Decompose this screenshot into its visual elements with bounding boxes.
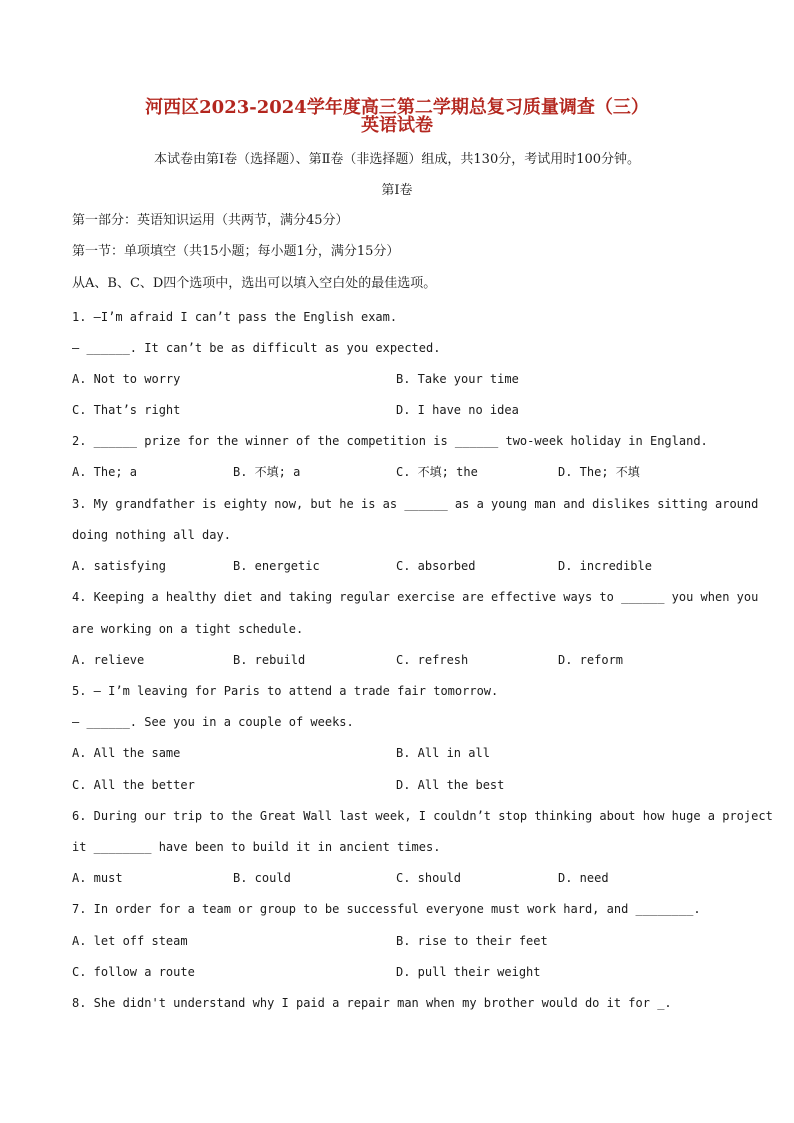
question-7-option-c: C. follow a route	[72, 965, 195, 979]
question-2-option-a: A. The; a	[72, 465, 138, 479]
question-1-stem: 1. —I’m afraid I can’t pass the English exam.	[72, 310, 398, 324]
question-2-option-d: D. The; 不填	[558, 465, 640, 479]
question-4-option-b: B. rebuild	[233, 653, 306, 667]
question-5-stem-2: — ______. See you in a couple of weeks.	[72, 715, 354, 729]
question-7-options-row-2	[72, 963, 732, 981]
question-1-stem-2: — ______. It can’t be as difficult as you expected.	[72, 341, 441, 355]
question-3-option-a: A. satisfying	[72, 559, 166, 573]
question-5-option-c: C. All the better	[72, 778, 195, 792]
question-7-options-row-1	[72, 932, 732, 950]
question-2-options	[72, 463, 732, 481]
question-8-stem: 8. She didn't understand why I paid a repair man when my brother would do it for _.	[72, 996, 672, 1010]
question-1-option-d: D. I have no idea	[396, 403, 519, 417]
question-3-option-c: C. absorbed	[396, 559, 476, 573]
question-3-options	[72, 557, 732, 575]
exam-subtitle: 英语试卷	[361, 115, 433, 136]
question-7-stem: 7. In order for a team or group to be successful everyone must work hard, and ________.	[72, 902, 701, 916]
question-5-options-row-2	[72, 776, 732, 794]
exam-title: 河西区2023-2024学年度高三第二学期总复习质量调查（三）	[145, 97, 649, 118]
question-6-option-d: D. need	[558, 871, 609, 885]
question-6-option-a: A. must	[72, 871, 123, 885]
question-6-stem-2: it ________ have been to build it in ancient times.	[72, 840, 441, 854]
question-4-option-d: D. reform	[558, 653, 624, 667]
question-5-option-a: A. All the same	[72, 746, 181, 760]
question-4-stem-2: are working on a tight schedule.	[72, 622, 304, 636]
exam-intro: 本试卷由第Ⅰ卷（选择题）、第Ⅱ卷（非选择题）组成，共130分，考试用时100分钟。	[153, 152, 641, 167]
question-7-option-a: A. let off steam	[72, 934, 188, 948]
question-6-option-b: B. could	[233, 871, 291, 885]
section1-heading: 第一节：单项填空（共15小题；每小题1分，满分15分）	[72, 244, 400, 259]
question-4-options	[72, 651, 732, 669]
question-3-option-b: B. energetic	[233, 559, 320, 573]
question-4-option-a: A. relieve	[72, 653, 145, 667]
question-6-option-c: C. should	[396, 871, 462, 885]
volume-heading: 第Ⅰ卷	[381, 183, 413, 198]
question-1-option-c: C. That’s right	[72, 403, 181, 417]
question-1-option-a: A. Not to worry	[72, 372, 181, 386]
question-1-options-row-2	[72, 401, 732, 419]
question-5-option-d: D. All the best	[396, 778, 505, 792]
question-1-option-b: B. Take your time	[396, 372, 519, 386]
question-4-stem: 4. Keeping a healthy diet and taking regular exercise are effective ways to ______ you when you	[72, 590, 759, 604]
question-4-option-c: C. refresh	[396, 653, 469, 667]
instruction-text: 从A、B、C、D四个选项中，选出可以填入空白处的最佳选项。	[72, 276, 437, 291]
question-5-options-row-1	[72, 744, 732, 762]
question-2-option-b: B. 不填; a	[233, 465, 301, 479]
question-7-option-d: D. pull their weight	[396, 965, 541, 979]
question-2-option-c: C. 不填; the	[396, 465, 478, 479]
question-3-stem: 3. My grandfather is eighty now, but he is as ______ as a young man and dislikes sitting around	[72, 497, 759, 511]
question-3-stem-2: doing nothing all day.	[72, 528, 231, 542]
question-6-stem: 6. During our trip to the Great Wall last week, I couldn’t stop thinking about how huge a project	[72, 809, 773, 823]
question-3-option-d: D. incredible	[558, 559, 652, 573]
question-1-options-row-1	[72, 370, 732, 388]
question-7-option-b: B. rise to their feet	[396, 934, 548, 948]
question-5-option-b: B. All in all	[396, 746, 490, 760]
question-6-options	[72, 869, 732, 887]
question-2-stem: 2. ______ prize for the winner of the competition is ______ two-week holiday in England.	[72, 434, 708, 448]
part1-heading: 第一部分：英语知识运用（共两节，满分45分）	[72, 213, 349, 228]
question-5-stem: 5. — I’m leaving for Paris to attend a trade fair tomorrow.	[72, 684, 499, 698]
